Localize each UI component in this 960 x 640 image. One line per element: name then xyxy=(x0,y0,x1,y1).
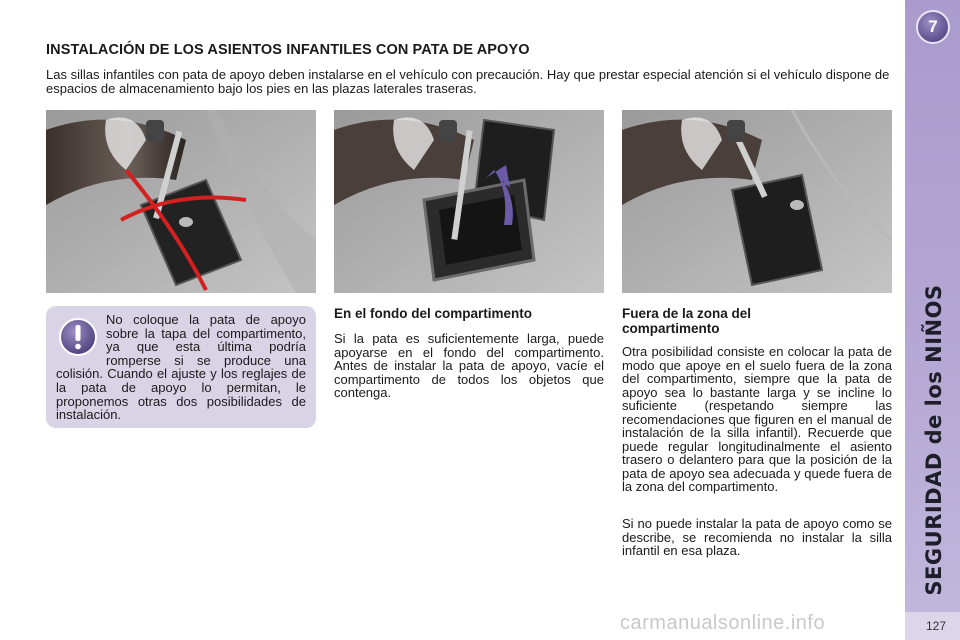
chapter-title: SEGURIDAD de los NIÑOS xyxy=(922,284,946,596)
subheading-compartment-bottom: En el fondo del compartimento xyxy=(334,306,533,321)
intro-paragraph: Las sillas infantiles con pata de apoyo deben instalarse en el vehículo con precaución. Hay que prestar especial atención si el vehículo dispone de espacios de almacenamiento bajo los pies en las plazas laterales traseras. xyxy=(46,67,890,96)
paragraph-outside-compartment-2: Si no puede instalar la pata de apoyo como se describe, se recomienda no instalar la silla infantil en esa plaza. xyxy=(622,516,892,558)
chapter-number-badge: 7 xyxy=(916,10,950,44)
warning-exclamation-icon xyxy=(58,317,98,357)
illustration-compartment-bottom xyxy=(334,110,604,293)
section-heading: INSTALACIÓN DE LOS ASIENTOS INFANTILES CON PATA DE APOYO xyxy=(46,42,530,58)
subheading-outside-compartment: Fuera de la zona del compartimento xyxy=(622,306,752,336)
illustration-incorrect-install xyxy=(46,110,316,293)
page-number: 127 xyxy=(925,619,946,633)
warning-note-text: No coloque la pata de apoyo sobre la tapa del compartimento, ya que esta última podría romperse si se produce una colisión. Cuando el ajuste y los reglajes de la pata de apoyo lo permitan, le proponemos otras dos posibilidades de instalación. xyxy=(56,312,306,423)
paragraph-compartment-bottom: Si la pata es suficientemente larga, puede apoyarse en el fondo del compartimento. Antes de instalar la pata de apoyo, vacíe el compartimento de todos los objetos que contenga. xyxy=(334,331,604,400)
paragraph-outside-compartment-1: Otra posibilidad consiste en colocar la pata de modo que apoye en el suelo fuera de la zona del compartimento, siempre que la pata de apoyo sea lo bastante larga y se incline lo suficiente (respetando siempre las recomendaciones que figuren en el manual de instalación de la silla infantil). Recuerde que puede regular longitudinalmente el asiento trasero o delantero para que la posición de la pata de apoyo sea adecuada y quede fuera de la zona del compartimento. xyxy=(622,344,892,494)
warning-note xyxy=(46,306,316,428)
watermark: carmanualsonline.info xyxy=(620,612,826,634)
illustration-outside-compartment xyxy=(622,110,892,293)
